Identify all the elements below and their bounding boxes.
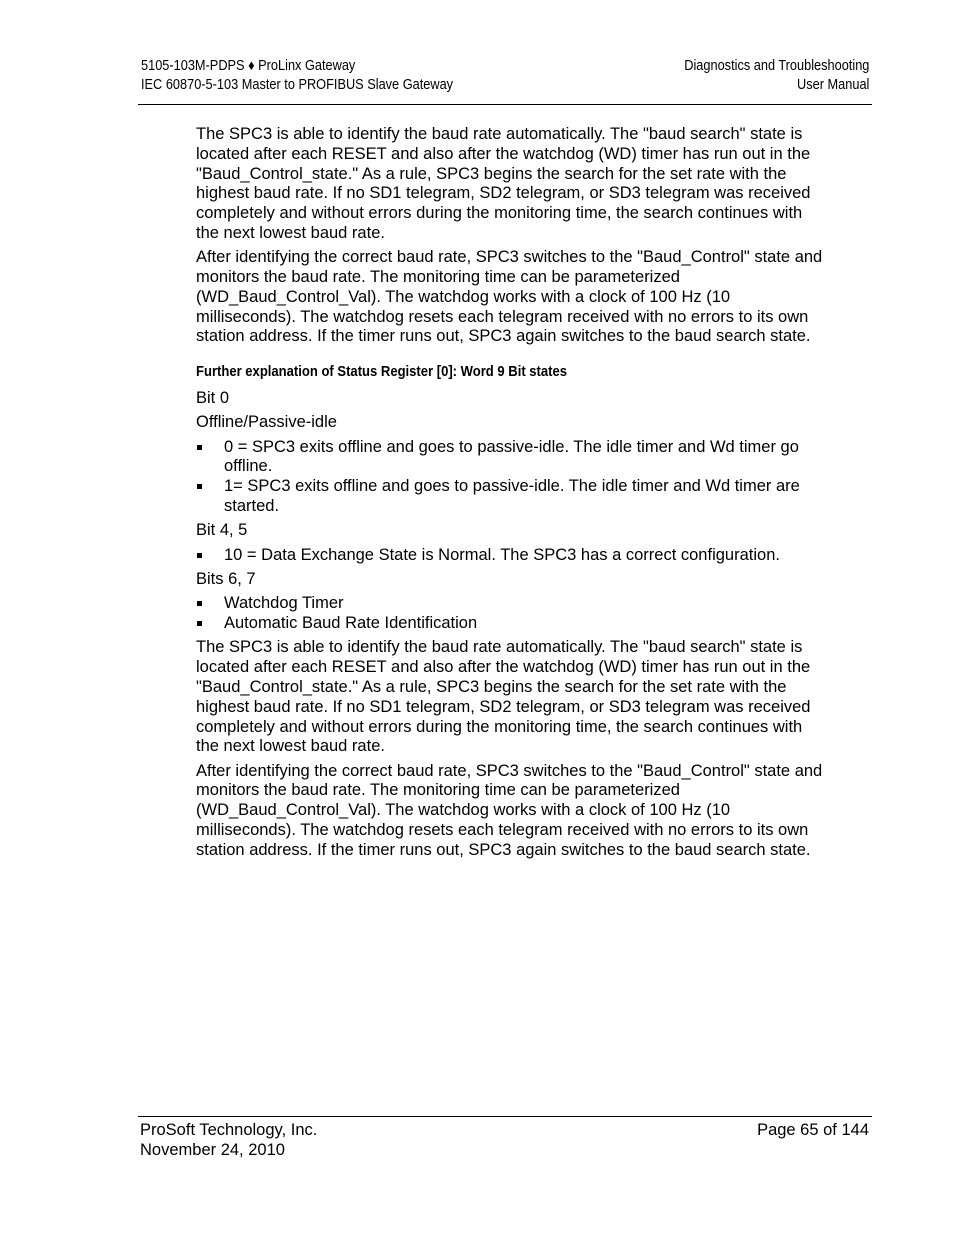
bit-label: Bit 0 <box>196 389 230 408</box>
body-paragraph: The SPC3 is able to identify the baud rate automatically. The "baud search" state is located after each RESET and also after the watchdog (WD) timer has run out in the "Baud_Control_state." As a rule, SPC3 begins the search for the set rate with the highest baud rate. If no SD1 telegram, SD2 telegram, or SD3 telegram was received completely and without errors during the monitoring time, the search continues with the next lowest baud rate. <box>196 125 811 242</box>
header-product-subtitle: IEC 60870-5-103 Master to PROFIBUS Slave Gateway <box>141 77 454 93</box>
bullet-square-icon <box>197 601 202 606</box>
list-item-text: 1= SPC3 exits offline and goes to passive-idle. The idle timer and Wd timer are started. <box>224 477 800 516</box>
bullet-square-icon <box>197 484 202 489</box>
body-paragraph: After identifying the correct baud rate, SPC3 switches to the "Baud_Control" state and monitors the baud rate. The monitoring time can be parameterized (WD_Baud_Control_Val). The watchdog works with a clock of 100 Hz (10 milliseconds). The watchdog resets each telegram received with no errors to its own station address. If the timer runs out, SPC3 again switches to the baud search state. <box>196 761 823 859</box>
list-item-text: Automatic Baud Rate Identification <box>224 614 478 633</box>
list-item <box>196 546 826 566</box>
bullet-square-icon <box>197 445 202 450</box>
bullet-square-icon <box>197 553 202 558</box>
page-header-left <box>141 57 453 95</box>
bit-label: Bit 4, 5 <box>196 521 248 540</box>
footer-divider <box>138 1116 872 1117</box>
footer-date: November 24, 2010 <box>140 1141 285 1159</box>
list-item-text: 10 = Data Exchange State is Normal. The SPC3 has a correct configuration. <box>224 545 780 564</box>
list-item <box>196 614 826 634</box>
bit-label: Bits 6, 7 <box>196 569 256 588</box>
bullet-list <box>196 438 826 517</box>
page-footer-left <box>140 1120 317 1160</box>
list-item-text: Watchdog Timer <box>224 594 344 613</box>
header-product-title: 5105-103M-PDPS ♦ ProLinx Gateway <box>141 58 356 74</box>
page-footer-right <box>757 1120 869 1140</box>
bullet-list <box>196 546 826 566</box>
bit-name: Offline/Passive-idle <box>196 413 337 432</box>
body-paragraph: The SPC3 is able to identify the baud rate automatically. The "baud search" state is located after each RESET and also after the watchdog (WD) timer has run out in the "Baud_Control_state." As a rule, SPC3 begins the search for the set rate with the highest baud rate. If no SD1 telegram, SD2 telegram, or SD3 telegram was received completely and without errors during the monitoring time, the search continues with the next lowest baud rate. <box>196 638 811 756</box>
header-section-title: Diagnostics and Troubleshooting <box>683 58 869 74</box>
body-paragraph: After identifying the correct baud rate, SPC3 switches to the "Baud_Control" state and monitors the baud rate. The monitoring time can be parameterized (WD_Baud_Control_Val). The watchdog works with a clock of 100 Hz (10 milliseconds). The watchdog resets each telegram received with no errors to its own station address. If the timer runs out, SPC3 again switches to the baud search state. <box>196 248 823 346</box>
list-item-text: 0 = SPC3 exits offline and goes to passive-idle. The idle timer and Wd timer go offline. <box>224 437 799 476</box>
section-subheading: Further explanation of Status Register [0]: Word 9 Bit states <box>196 364 568 381</box>
page-body <box>196 125 826 865</box>
footer-company: ProSoft Technology, Inc. <box>140 1121 318 1139</box>
list-item <box>196 477 826 517</box>
bullet-list <box>196 594 826 634</box>
page-number: Page 65 of 144 <box>757 1121 869 1139</box>
header-manual-type: User Manual <box>796 77 869 93</box>
list-item <box>196 594 826 614</box>
list-item <box>196 438 826 478</box>
page-header-right <box>684 57 869 95</box>
header-divider <box>138 104 872 105</box>
bullet-square-icon <box>197 621 202 626</box>
